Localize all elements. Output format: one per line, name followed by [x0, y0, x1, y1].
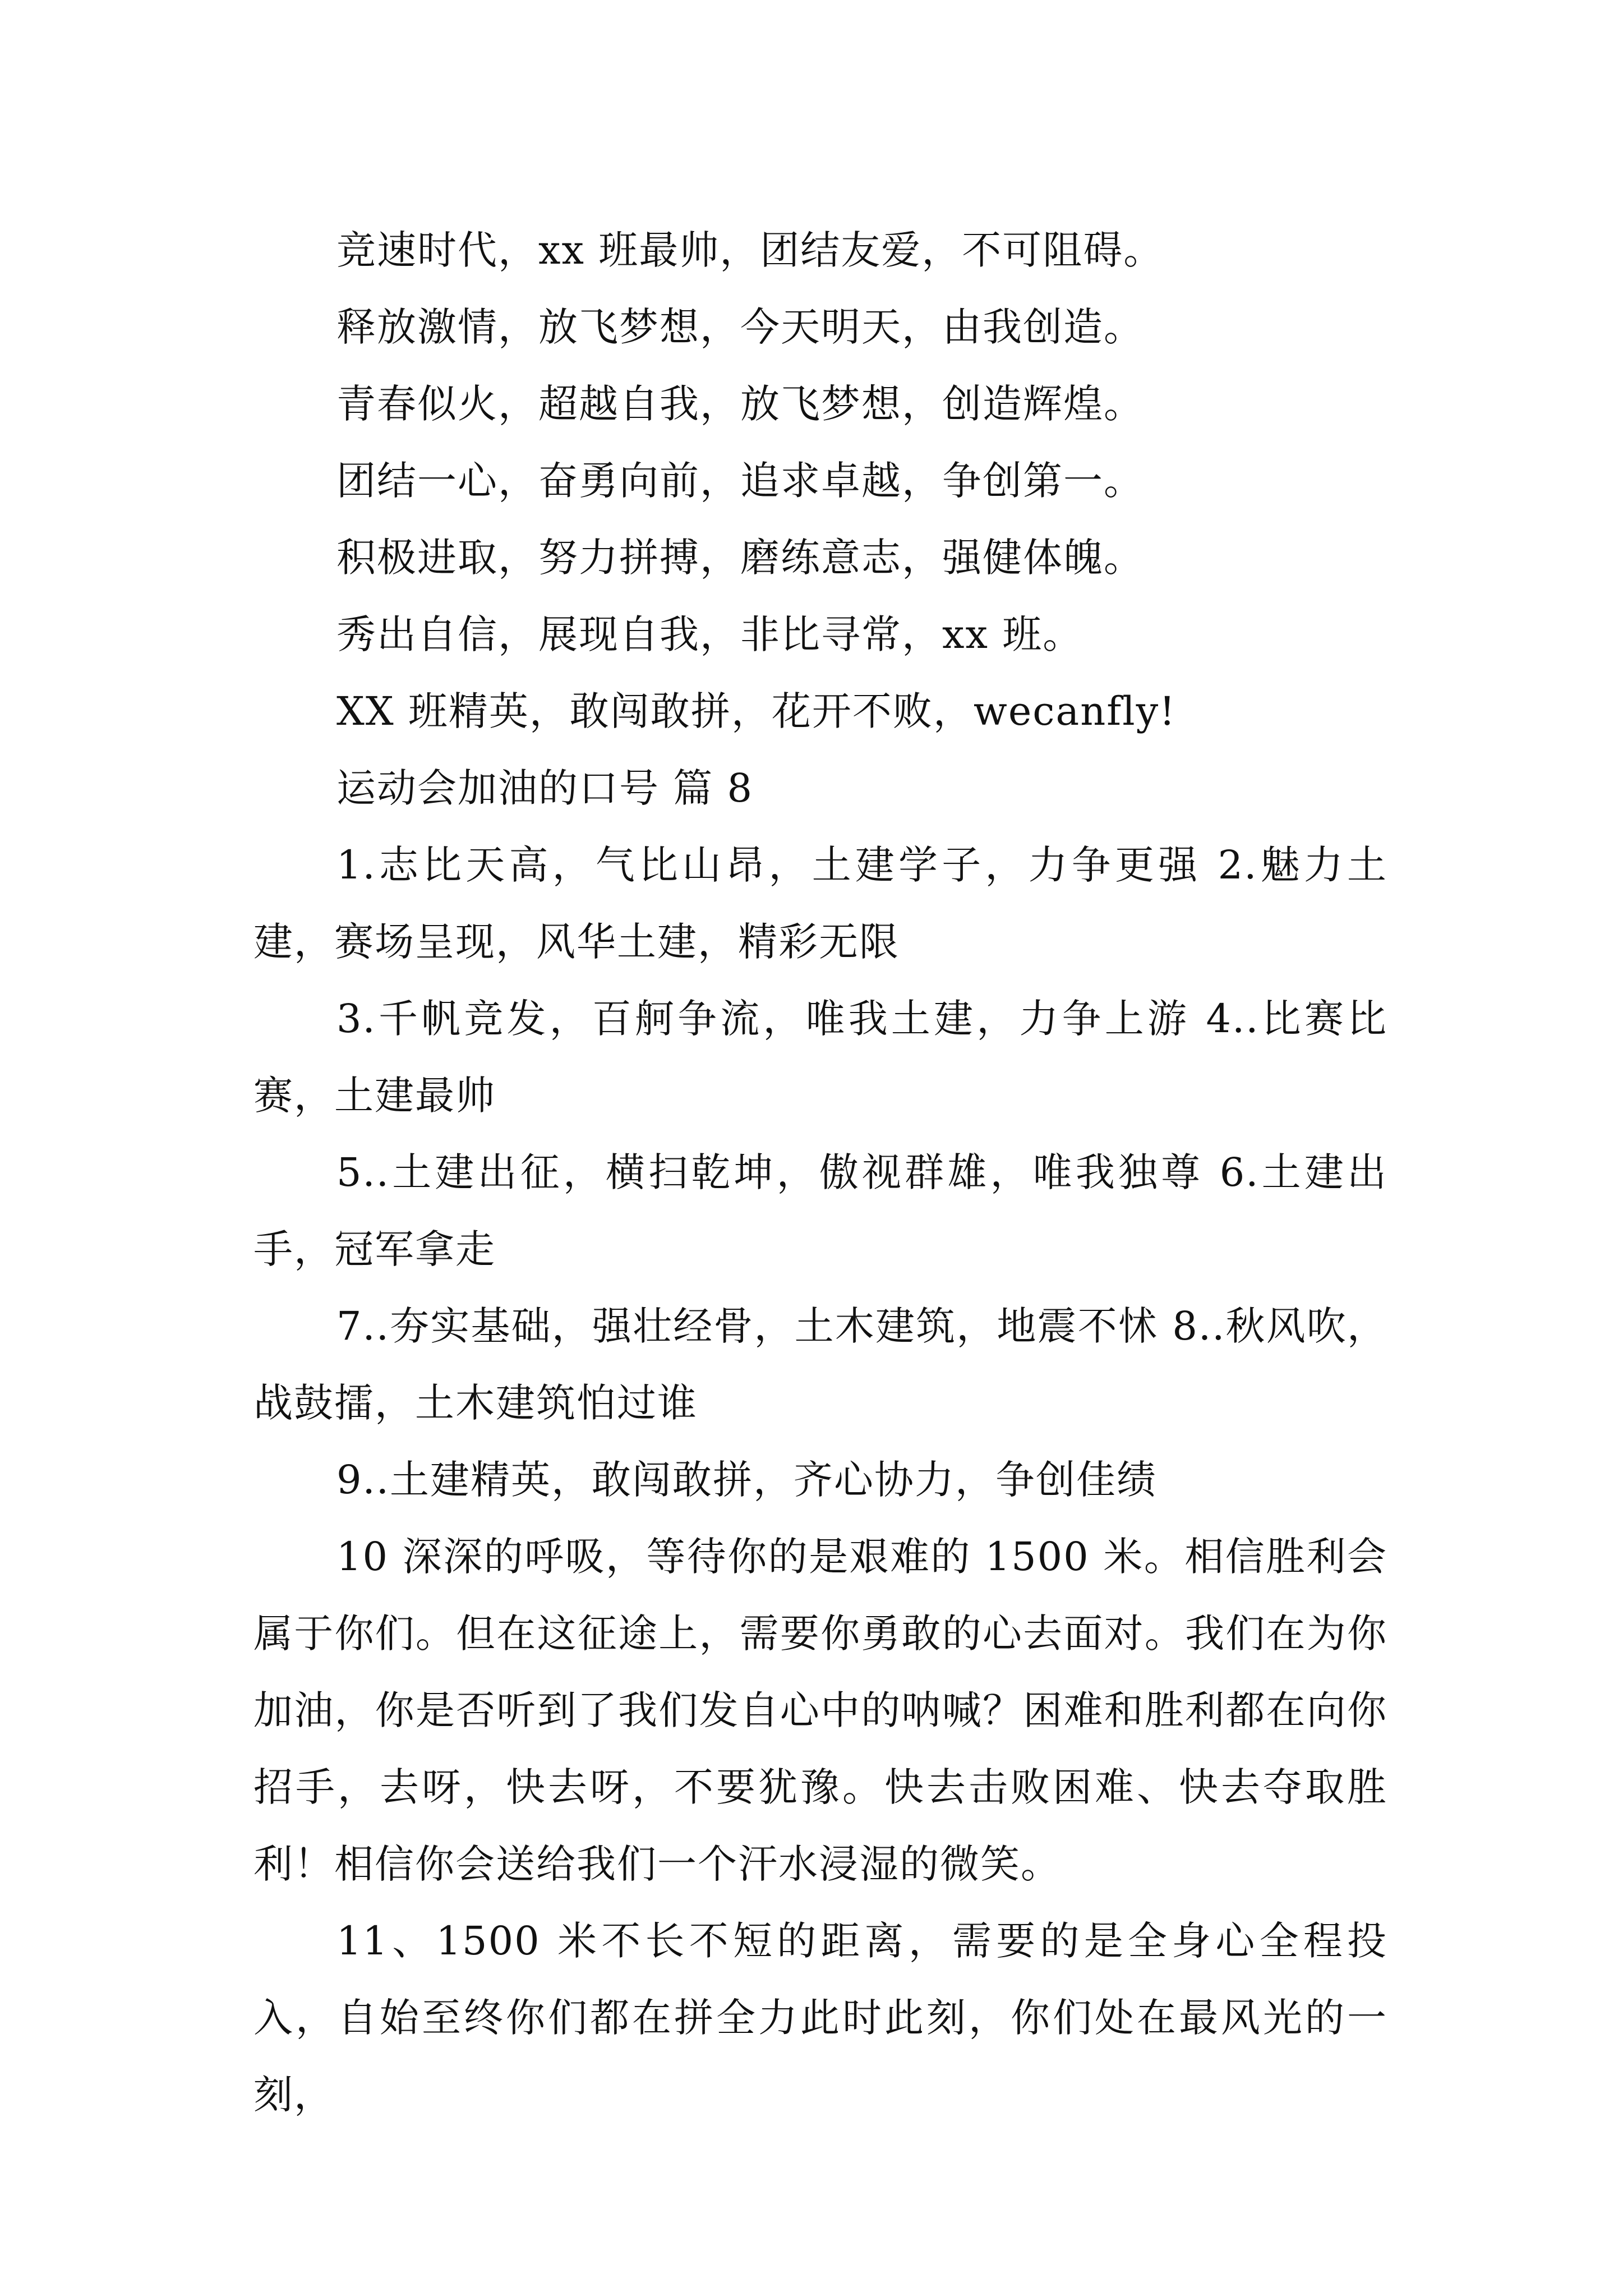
slogan-paragraph: 9..土建精英，敢闯敢拼，齐心协力，争创佳绩 [336, 1457, 1158, 1503]
body-paragraph: 11、1500 米不长不短的距离，需要的是全身心全程投入，自始至终你们都在拼全力此时此刻，你们处在最风光的一刻， [253, 1918, 1387, 2118]
document-body [253, 212, 1387, 2133]
slogan-line: 积极进取，努力拼搏，磨练意志，强健体魄。 [336, 535, 1144, 581]
slogan-line: 竞速时代，xx 班最帅，团结友爱，不可阻碍。 [336, 227, 1164, 273]
slogan-paragraph: 5..土建出征，横扫乾坤，傲视群雄，唯我独尊 6.土建出手，冠军拿走 [253, 1149, 1387, 1272]
slogan-paragraph: 7..夯实基础，强壮经骨，土木建筑，地震不怵 8..秋风吹，战鼓擂，土木建筑怕过谁 [253, 1303, 1387, 1426]
slogan-line: 青春似火，超越自我，放飞梦想，创造辉煌。 [336, 381, 1144, 427]
slogan-line: 秀出自信，展现自我，非比寻常，xx 班。 [336, 611, 1083, 657]
slogan-line: 释放激情，放飞梦想，今天明天，由我创造。 [336, 304, 1144, 350]
slogan-paragraph: 1.志比天高，气比山昂，土建学子，力争更强 2.魅力土建，赛场呈现，风华土建，精彩无限 [253, 842, 1387, 965]
slogan-paragraph: 3.千帆竞发，百舸争流，唯我土建，力争上游 4..比赛比赛，土建最帅 [253, 996, 1387, 1119]
body-paragraph: 10 深深的呼吸，等待你的是艰难的 1500 米。相信胜利会属于你们。但在这征途上，需要你勇敢的心去面对。我们在为你加油，你是否听到了我们发自心中的呐喊？困难和胜利都在向你招手，去呀，快去呀，不要犹豫。快去击败困难、快去夺取胜利！相信你会送给我们一个汗水浸湿的微笑。 [253, 1534, 1387, 1887]
slogan-line: 团结一心，奋勇向前，追求卓越，争创第一。 [336, 458, 1144, 504]
section-heading: 运动会加油的口号 篇 8 [336, 765, 754, 811]
slogan-line: XX 班精英，敢闯敢拼，花开不败，wecanfly! [336, 688, 1177, 734]
